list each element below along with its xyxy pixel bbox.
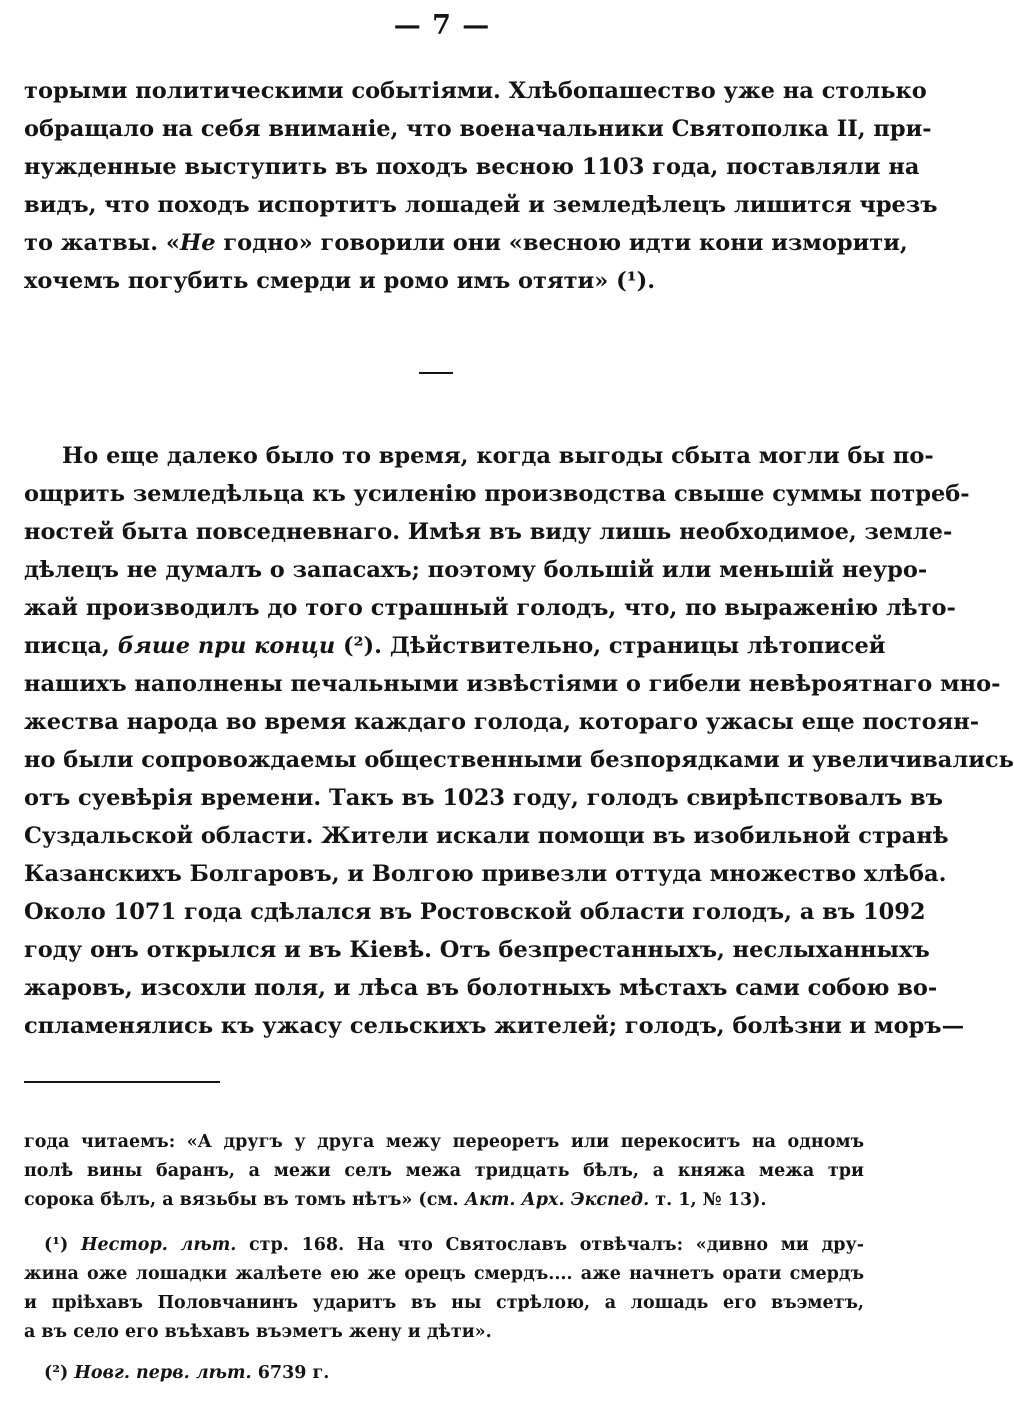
text-line: жества народа во время каждаго голода, котораго ужасы еще постоян- <box>24 709 980 735</box>
text-line <box>24 628 886 665</box>
footnote-rule <box>24 1081 220 1083</box>
text-line: Суздальской области. Жители искали помощи въ изобильной странѣ <box>24 823 949 849</box>
text-line: видъ, что походъ испортитъ лошадей и земледѣлецъ лишится чрезъ <box>24 192 938 218</box>
italic-citation: Акт. Арх. Экспед. <box>464 1190 650 1210</box>
text-span: сорока бѣлъ, а вязьбы въ томъ нѣтъ» (см. <box>24 1190 465 1210</box>
text-line: торыми политическими событіями. Хлѣбопашество уже на столько <box>24 78 927 104</box>
footnote-line: полѣ вины баранъ, а межи селъ межа тридцать бѣлъ, а княжа межа три <box>24 1161 864 1181</box>
footnote-line: жина оже лошадки жалѣете ею же орецъ смердъ.... аже начнетъ орати смердъ <box>24 1264 864 1284</box>
text-span: то жатвы. « <box>24 230 180 256</box>
footnote-line: года читаемъ: «А другъ у друга межу переоретъ или перекоситъ на одномъ <box>24 1132 864 1152</box>
italic-citation: Нестор. лѣт. <box>80 1235 237 1255</box>
text-line: году онъ открылся и въ Кіевѣ. Отъ безпрестанныхъ, неслыханныхъ <box>24 937 930 963</box>
footnote-marker: (¹) <box>44 1235 81 1255</box>
footnote-line: и пріѣхавъ Половчанинъ ударитъ въ ны стрѣлою, а лошадь его въэметъ, <box>24 1293 864 1313</box>
text-line: отъ суевѣрія времени. Такъ въ 1023 году, голодъ свирѣпствовалъ въ <box>24 785 943 811</box>
footnote-line: а въ село его въѣхавъ въэметъ жену и дѣти». <box>24 1322 492 1342</box>
text-span: годно» говорили они «весною идти кони изморити, <box>215 230 908 256</box>
italic-quote: бяше при конци <box>117 633 336 659</box>
text-line: спламенялись къ ужасу сельскихъ жителей; голодъ, болѣзни и моръ— <box>24 1013 965 1039</box>
italic-quote: Не <box>179 230 216 256</box>
text-line: Казанскихъ Болгаровъ, и Волгою привезли оттуда множество хлѣба. <box>24 861 947 887</box>
text-line: обращало на себя вниманіе, что военачальники Святополка II, при- <box>24 116 932 142</box>
text-line: но были сопровождаемы общественными безпорядками и увеличивались <box>24 747 1014 773</box>
text-span: (²). Дѣйствительно, страницы лѣтописей <box>335 633 886 659</box>
text-span: 6739 г. <box>251 1363 330 1383</box>
footnote-marker: (²) <box>44 1363 75 1383</box>
text-line: Около 1071 года сдѣлался въ Ростовской области голодъ, а въ 1092 <box>24 899 926 925</box>
text-span: писца, <box>24 633 118 659</box>
text-line: нашихъ наполнены печальными извѣстіями о гибели невѣроятнаго мно- <box>24 671 1001 697</box>
text-line: нужденные выступить въ походъ весною 1103 года, поставляли на <box>24 154 920 180</box>
section-divider <box>419 372 453 374</box>
footnote-1 <box>44 1231 864 1260</box>
text-line: хочемъ погубить смерди и ромо имъ отяти» (¹). <box>24 268 656 294</box>
text-span: т. 1, № 13). <box>649 1190 767 1210</box>
footnote-line <box>24 1186 864 1215</box>
text-line: ностей быта повседневнаго. Имѣя въ виду лишь необходимое, земле- <box>24 519 953 545</box>
text-line <box>24 225 908 262</box>
text-line: ощрить земледѣльца къ усиленію производства свыше суммы потреб- <box>24 481 970 507</box>
text-line: жай производилъ до того страшный голодъ, что, по выраженію лѣто- <box>24 595 956 621</box>
footnote-2 <box>44 1359 864 1388</box>
italic-citation: Новг. перв. лѣт. <box>74 1363 252 1383</box>
text-line: жаровъ, изсохли поля, и лѣса въ болотныхъ мѣстахъ сами собою во- <box>24 975 938 1001</box>
text-span: стр. 168. На что Святославъ отвѣчалъ: «дивно ми дру- <box>236 1235 864 1255</box>
text-line: Но еще далеко было то время, когда выгоды сбыта могли бы по- <box>62 443 934 469</box>
page-number: — 7 — <box>393 10 491 41</box>
text-line: дѣлецъ не думалъ о запасахъ; поэтому большій или меньшій неуро- <box>24 557 928 583</box>
